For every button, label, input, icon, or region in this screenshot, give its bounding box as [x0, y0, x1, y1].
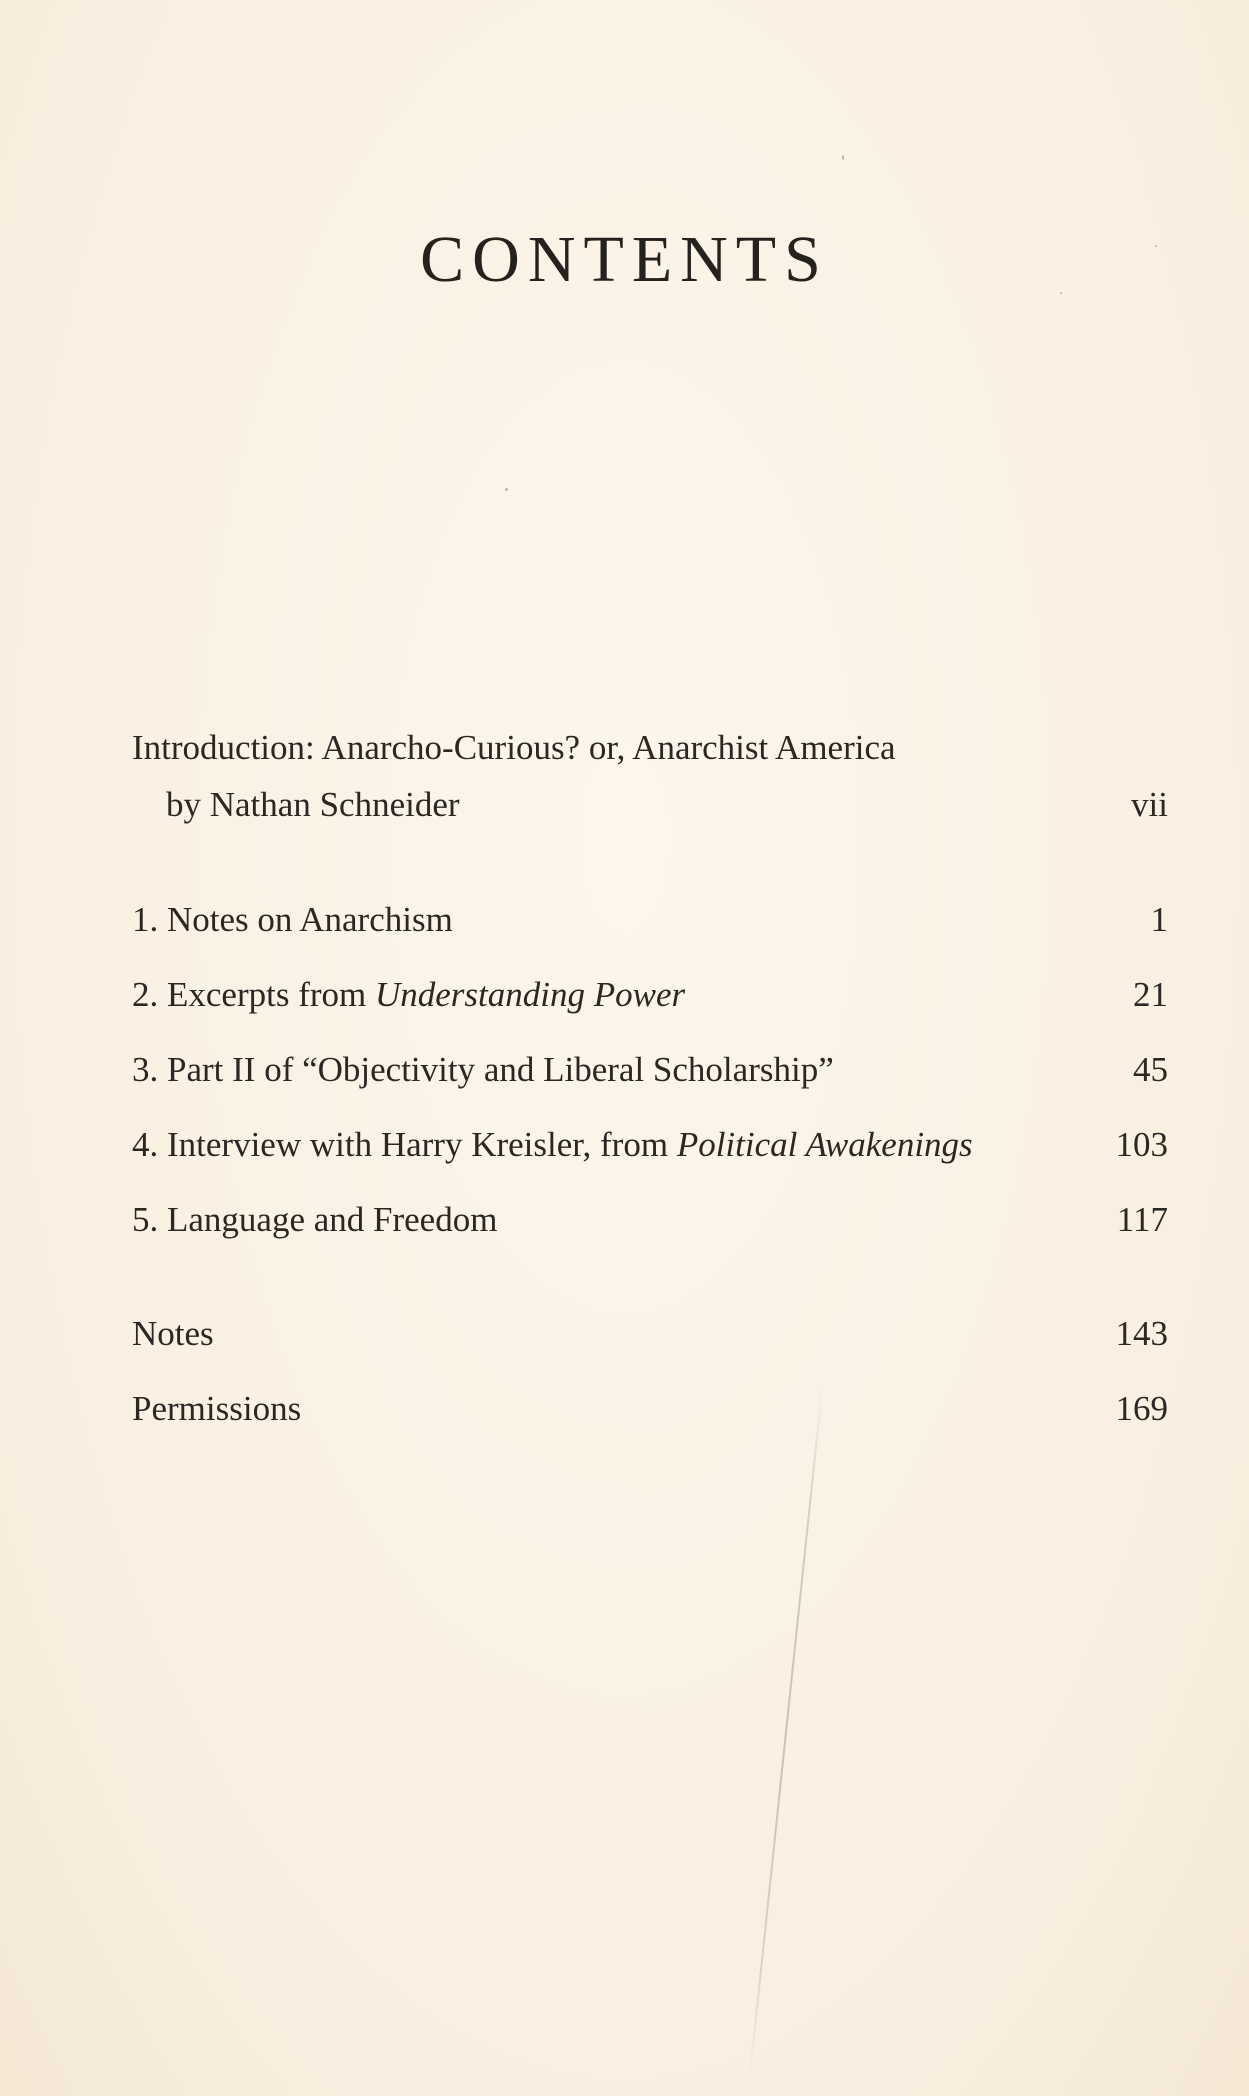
toc-entry-author: by Nathan Schneider: [166, 785, 460, 824]
paper-speck: [505, 488, 508, 491]
toc-entry-label: Introduction: Anarcho-Curious? or, Anarchist America: [132, 728, 896, 767]
toc-entry-label: 2. Excerpts from Understanding Power: [132, 975, 686, 1014]
toc-entry-page: 169: [1115, 1389, 1168, 1428]
toc-entry-label: 1. Notes on Anarchism: [132, 900, 453, 939]
paper-crease: [749, 1380, 824, 2076]
toc-entry-chapter-2: [132, 975, 1168, 1019]
toc-entry-page: 1: [1150, 900, 1168, 939]
toc-entry-page: vii: [1131, 785, 1168, 824]
toc-entry-notes: [132, 1314, 1168, 1358]
toc-entry-label: Permissions: [132, 1389, 302, 1428]
toc-entry-label: 3. Part II of “Objectivity and Liberal Scholarship”: [132, 1050, 834, 1089]
toc-entry-label: 4. Interview with Harry Kreisler, from Political Awakenings: [132, 1125, 973, 1164]
toc-entry-page: 143: [1115, 1314, 1168, 1353]
toc-entry-chapter-4: [132, 1125, 1168, 1169]
toc-entry-chapter-5: [132, 1200, 1168, 1244]
toc-entry-page: 21: [1133, 975, 1168, 1014]
toc-entry-label: Notes: [132, 1314, 214, 1353]
toc-entry-page: 103: [1115, 1125, 1168, 1164]
toc-entry-italic-title: Understanding Power: [374, 975, 686, 1014]
toc-entry-label: 5. Language and Freedom: [132, 1200, 498, 1239]
toc-entry-introduction-line1: [132, 728, 1168, 772]
toc-entry-chapter-3: [132, 1050, 1168, 1094]
page-title: CONTENTS: [420, 223, 829, 296]
toc-entry-introduction-line2: [132, 785, 1168, 829]
paper-speck: [842, 155, 844, 160]
toc-entry-page: 117: [1116, 1200, 1168, 1239]
toc-entry-permissions: [132, 1389, 1168, 1433]
toc-entry-italic-title: Political Awakenings: [676, 1125, 973, 1164]
toc-entry-page: 45: [1133, 1050, 1168, 1089]
toc-entry-chapter-1: [132, 900, 1168, 944]
